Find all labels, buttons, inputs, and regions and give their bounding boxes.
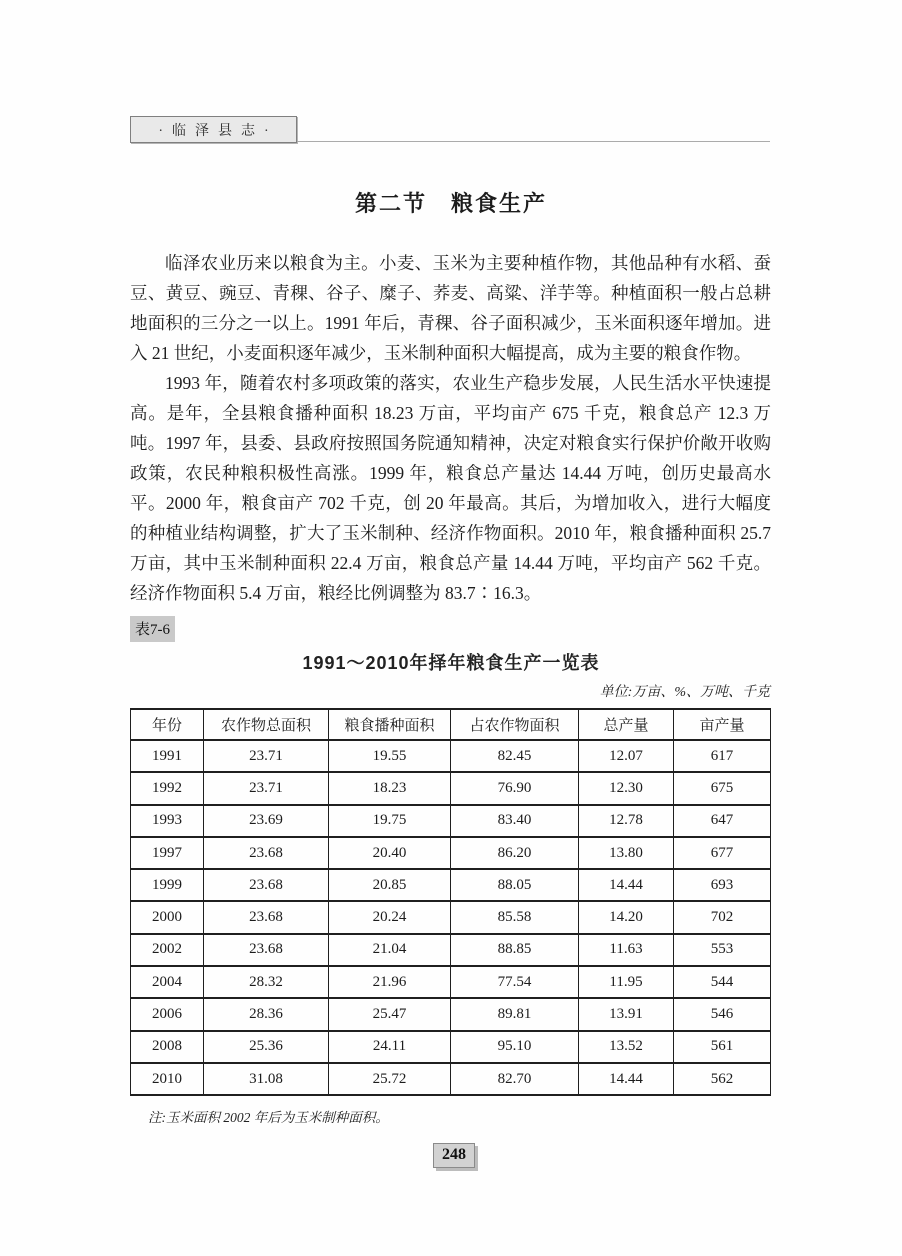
table-cell: 702 bbox=[674, 901, 771, 933]
table-label: 表7-6 bbox=[130, 616, 175, 642]
table-cell: 561 bbox=[674, 1031, 771, 1063]
header-rule bbox=[297, 141, 770, 142]
table-row bbox=[131, 966, 771, 998]
table-cell: 85.58 bbox=[451, 901, 579, 933]
table-cell: 24.11 bbox=[329, 1031, 451, 1063]
table-cell: 2002 bbox=[131, 934, 204, 966]
table-cell: 562 bbox=[674, 1063, 771, 1095]
table-row bbox=[131, 934, 771, 966]
table-cell: 77.54 bbox=[451, 966, 579, 998]
table-cell: 553 bbox=[674, 934, 771, 966]
table-cell: 2004 bbox=[131, 966, 204, 998]
table-cell: 13.52 bbox=[579, 1031, 674, 1063]
table-row bbox=[131, 772, 771, 804]
table-row bbox=[131, 1063, 771, 1095]
table-cell: 86.20 bbox=[451, 837, 579, 869]
table-cell: 23.68 bbox=[204, 869, 329, 901]
table-cell: 23.71 bbox=[204, 772, 329, 804]
table-cell: 1999 bbox=[131, 869, 204, 901]
table-cell: 25.47 bbox=[329, 998, 451, 1030]
table-row bbox=[131, 1031, 771, 1063]
table-cell: 21.04 bbox=[329, 934, 451, 966]
table-cell: 83.40 bbox=[451, 805, 579, 837]
body-text bbox=[130, 248, 771, 608]
table-cell: 25.36 bbox=[204, 1031, 329, 1063]
table-cell: 19.55 bbox=[329, 740, 451, 772]
table-cell: 1991 bbox=[131, 740, 204, 772]
table-cell: 675 bbox=[674, 772, 771, 804]
table-cell: 23.68 bbox=[204, 901, 329, 933]
table-cell: 76.90 bbox=[451, 772, 579, 804]
table-cell: 82.70 bbox=[451, 1063, 579, 1095]
table-row bbox=[131, 901, 771, 933]
grain-production-table bbox=[130, 708, 771, 1096]
column-header: 总产量 bbox=[579, 709, 674, 740]
column-header: 亩产量 bbox=[674, 709, 771, 740]
table-cell: 23.71 bbox=[204, 740, 329, 772]
table-cell: 13.80 bbox=[579, 837, 674, 869]
table-cell: 23.69 bbox=[204, 805, 329, 837]
table-cell: 19.75 bbox=[329, 805, 451, 837]
table-cell: 28.36 bbox=[204, 998, 329, 1030]
table-cell: 31.08 bbox=[204, 1063, 329, 1095]
paragraph: 临泽农业历来以粮食为主。小麦、玉米为主要种植作物，其他品种有水稻、蚕豆、黄豆、豌豆、青稞、谷子、糜子、荞麦、高粱、洋芋等。种植面积一般占总耕地面积的三分之一以上。1991 年后，青稞、谷子面积减少，玉米面积逐年增加。进入 21 世纪，小麦面积逐年减少，玉米制种面积大幅提高，成为主要的粮食作物。 bbox=[130, 253, 771, 363]
running-head-title: ·临泽县志· bbox=[158, 123, 278, 139]
table-cell: 23.68 bbox=[204, 837, 329, 869]
table-cell: 2000 bbox=[131, 901, 204, 933]
table-cell: 25.72 bbox=[329, 1063, 451, 1095]
table-cell: 88.05 bbox=[451, 869, 579, 901]
table-cell: 12.78 bbox=[579, 805, 674, 837]
table-cell: 82.45 bbox=[451, 740, 579, 772]
table-cell: 2008 bbox=[131, 1031, 204, 1063]
table-body bbox=[131, 740, 771, 1095]
table-row bbox=[131, 837, 771, 869]
table-cell: 693 bbox=[674, 869, 771, 901]
table-cell: 2010 bbox=[131, 1063, 204, 1095]
page-number: 248 bbox=[433, 1143, 475, 1168]
table-cell: 647 bbox=[674, 805, 771, 837]
table-cell: 95.10 bbox=[451, 1031, 579, 1063]
table-cell: 20.85 bbox=[329, 869, 451, 901]
table-cell: 14.44 bbox=[579, 1063, 674, 1095]
section-title: 第二节 粮食生产 bbox=[354, 191, 547, 216]
table-cell: 617 bbox=[674, 740, 771, 772]
column-header: 粮食播种面积 bbox=[329, 709, 451, 740]
table-footnote: 注:玉米面积 2002 年后为玉米制种面积。 bbox=[148, 1110, 389, 1125]
table-cell: 677 bbox=[674, 837, 771, 869]
table-title: 1991～2010年择年粮食生产一览表 bbox=[302, 653, 600, 673]
table-unit-note: 单位:万亩、%、万吨、千克 bbox=[599, 685, 770, 700]
table-row bbox=[131, 869, 771, 901]
table-row bbox=[131, 740, 771, 772]
table-cell: 14.20 bbox=[579, 901, 674, 933]
table-cell: 12.07 bbox=[579, 740, 674, 772]
paragraph: 1993 年，随着农村多项政策的落实，农业生产稳步发展，人民生活水平快速提高。是年，全县粮食播种面积 18.23 万亩，平均亩产 675 千克，粮食总产 12.3 万吨。1997 年，县委、县政府按照国务院通知精神，决定对粮食实行保护价敞开收购政策，农民种粮积极性高涨。1999 年，粮食总产量达 14.44 万吨，创历史最高水平。2000 年，粮食亩产 702 千克，创 20 年最高。其后，为增加收入，进行大幅度的种植业结构调整，扩大了玉米制种、经济作物面积。2010 年，粮食播种面积 25.7 万亩，其中玉米制种面积 22.4 万亩，粮食总产量 14.44 万吨，平均亩产 562 千克。经济作物面积 5.4 万亩，粮经比例调整为 83.7∶16.3。 bbox=[130, 373, 771, 603]
table-cell: 20.40 bbox=[329, 837, 451, 869]
column-header: 占农作物面积 bbox=[451, 709, 579, 740]
table-cell: 11.95 bbox=[579, 966, 674, 998]
table-cell: 89.81 bbox=[451, 998, 579, 1030]
table-cell: 544 bbox=[674, 966, 771, 998]
table-cell: 23.68 bbox=[204, 934, 329, 966]
table-cell: 11.63 bbox=[579, 934, 674, 966]
table-cell: 12.30 bbox=[579, 772, 674, 804]
table-cell: 18.23 bbox=[329, 772, 451, 804]
table-cell: 2006 bbox=[131, 998, 204, 1030]
table-cell: 1993 bbox=[131, 805, 204, 837]
table-cell: 88.85 bbox=[451, 934, 579, 966]
table-header-row bbox=[131, 709, 771, 740]
table-cell: 28.32 bbox=[204, 966, 329, 998]
table-row bbox=[131, 998, 771, 1030]
column-header: 农作物总面积 bbox=[204, 709, 329, 740]
table-cell: 20.24 bbox=[329, 901, 451, 933]
table-cell: 1992 bbox=[131, 772, 204, 804]
running-head-box bbox=[130, 116, 297, 143]
column-header: 年份 bbox=[131, 709, 204, 740]
table-cell: 1997 bbox=[131, 837, 204, 869]
table-cell: 21.96 bbox=[329, 966, 451, 998]
table-cell: 546 bbox=[674, 998, 771, 1030]
table-row bbox=[131, 805, 771, 837]
table-cell: 14.44 bbox=[579, 869, 674, 901]
table-cell: 13.91 bbox=[579, 998, 674, 1030]
